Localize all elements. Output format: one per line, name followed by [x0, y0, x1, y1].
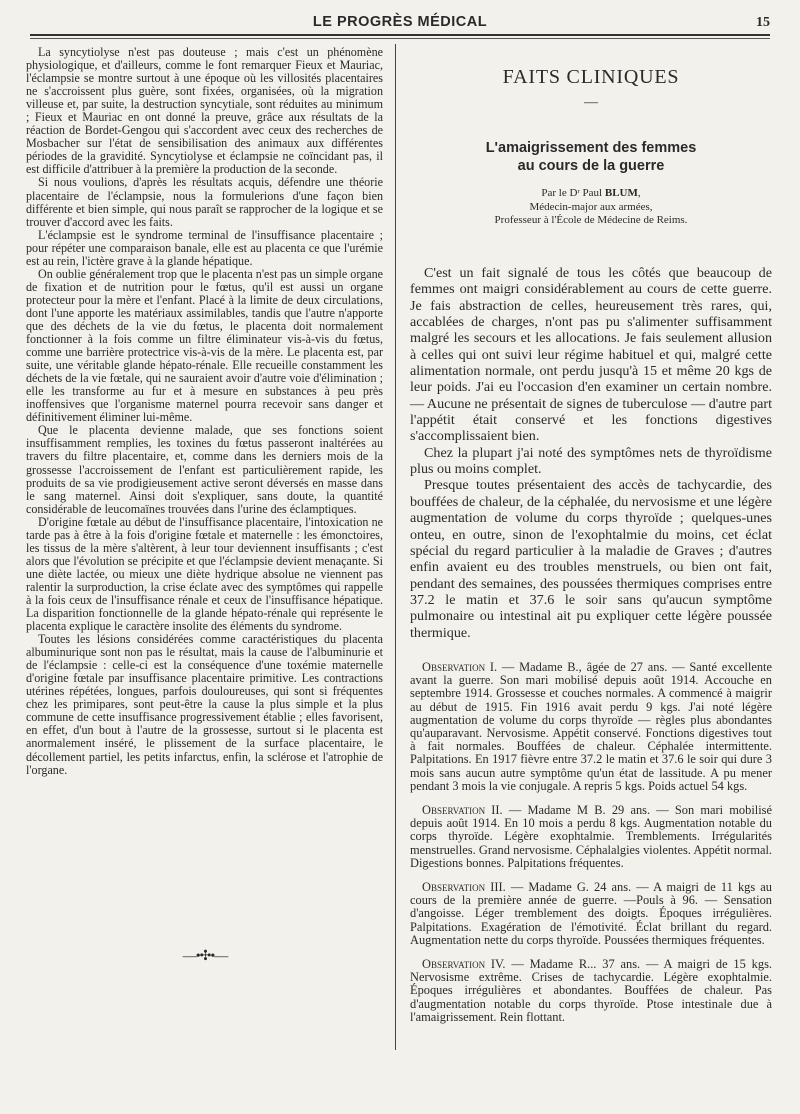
observation-label: Observation II. — [422, 802, 503, 817]
byline-suffix: , — [637, 187, 641, 199]
affiliation-line: Professeur à l'École de Médecine de Reims. — [494, 214, 688, 226]
observation — [410, 881, 772, 947]
observation-label: Observation IV. — [422, 956, 506, 971]
article-title — [410, 139, 772, 175]
affiliation — [410, 201, 772, 227]
paragraph: Toutes les lésions considérées comme caractéristiques du placenta albuminurique sont non pas le résultat, mais la cause de l'albuminurie et de l'éclampsie : celle-ci est la conséquence d'une toxémie maternelle d'origine fœtale par insuffisance placentaire primitive. Les contractions utérines répétées, longues, parfois douloureuses, qui sont si fréquentes chez les primipares, sont peut-être la cause la plus simple et la plus commune de cette insuffisance progressivement établie ; elles favorisent, en effet, d'un bout à l'autre de la grossesse, surtout si le placenta est anormalement inséré, le plissement de la surface placentaire, le décollement partiel, les petits infarctus, enfin, la sclérose et l'atrophie de l'organe. — [26, 632, 383, 777]
article-intro — [410, 265, 772, 641]
paragraph: Si nous voulions, d'après les résultats acquis, défendre une théorie placentaire de l'éclampsie, nous la formulerions d'une façon bien différente et bien simple, qui nous paraît se rapprocher de la logique et se trouver d'accord avec les faits. — [26, 175, 383, 229]
observation-text: — Madame R... 37 ans. — A maigri de 15 kgs. Nervosisme extrême. Crises de tachycardie. Légère exophtalmie. Époques irrégulières et abondantes. Bouffées de chaleur. Pas d'augmentation notable du corps thyroïde. Ptose intestinale due à l'amaigrissement. Rein flottant. — [410, 956, 772, 1024]
observation-text: — Madame G. 24 ans. — A maigri de 11 kgs au cours de la première année de guerre. —Pouls à 96. — Sensation d'angoisse. Léger tremblement des doigts. Époques irrégulières. Palpitations. Exagération de l'émotivité. Éclat brillant du regard. Augmentation nette du corps thyroïde. Poussées thermiques fréquentes. — [410, 879, 772, 947]
paragraph: C'est un fait signalé de tous les côtés que beaucoup de femmes ont maigri considérablement au cours de cette guerre. Je fais abstraction de celles, heureusement très rares, qui, accablées de charges, n'ont pas pu s'alimenter suffisamment malgré les secours et les allocations. Je fais seulement allusion à celles qui ont suivi leur régime habituel et qui, malgré cette alimentation normale, ont perdu jusqu'à 15 et même 20 kgs de leur poids. J'ai eu l'occasion d'en examiner un certain nombre. — Aucune ne présentait de signes de tuberculose — d'autre part l'appétit était conservé et les fonctions digestives s'accomplissaient bien. — [410, 265, 772, 445]
header-rule-thin — [30, 38, 770, 39]
paragraph: Presque toutes présentaient des accès de tachycardie, des bouffées de chaleur, de la céphalée, du nervosisme et une légère augmentation de volume du corps thyroïde ; quelques-unes onteu, en outre, sinon de l'exophtalmie du moins, cet éclat spécial du regard particulier à la maladie de Graves ; d'autres enfin avaient eu des troubles menstruels, ou bien ont fait, pendant des semaines, des poussées thermiques comprises entre 37.2 le matin et 37.6 le soir sans qu'aucun symptôme pulmonaire ou intestinal ait pu expliquer cette légère poussée thermique. — [410, 477, 772, 641]
paragraph: Chez la plupart j'ai noté des symptômes nets de thyroïdisme plus ou moins complet. — [410, 444, 772, 478]
byline-prefix: Par le Dʳ Paul — [541, 187, 605, 199]
byline — [410, 187, 772, 199]
observation — [410, 661, 772, 793]
column-divider — [395, 44, 396, 1050]
page-number: 15 — [756, 15, 770, 30]
author-name: BLUM — [604, 187, 638, 199]
header-rule — [30, 34, 770, 36]
section-title: FAITS CLINIQUES — [502, 66, 680, 88]
section-ornament: —•✣•— — [182, 949, 228, 964]
article-title-line: L'amaigrissement des femmes — [485, 140, 697, 156]
affiliation-line: Médecin-major aux armées, — [529, 201, 653, 213]
title-dash: — — [584, 95, 598, 110]
journal-title: LE PROGRÈS MÉDICAL — [312, 14, 488, 30]
paragraph: L'éclampsie est le syndrome terminal de l'insuffisance placentaire ; pour répéter une comparaison banale, elle est au placenta ce que l'urémie est au rein, l'ictère grave à la glande hépatique. — [26, 227, 383, 268]
page-header — [30, 14, 770, 36]
right-column — [410, 60, 772, 1024]
paragraph: D'origine fœtale au début de l'insuffisance placentaire, l'intoxication ne tarde pas à être à la fois d'origine fœtale et maternelle : les émonctoires, les tissus de la mère s'altèrent, à leur tour deviennent insuffisants ; c'est alors que l'évolution se précipite et que l'éclampsie devient menaçante. Si une diète lactée, ou mieux une diète hydrique absolue ne viennent pas ralentir la surproduction, la crise éclate avec des symptômes qui rappelle à la fois ceux de l'insuffisance rénale et ceux de l'insuffisance hépatique. La disparition fonctionnelle de la glande hépato-rénale qui représente le placenta explique le caractère insolite des éléments du syndrome. — [26, 514, 383, 634]
observation — [410, 804, 772, 870]
observation — [410, 958, 772, 1024]
left-column — [26, 46, 383, 777]
observation-text: — Madame B., âgée de 27 ans. — Santé excellente avant la guerre. Son mari mobilisé depuis août 1914. Accouche en septembre 1914. Grossesse et couches normales. A commencé à maigrir au début de 1915. Fin 1916 avait perdu 9 kgs. J'ai noté légère augmentation de volume du corps thyroïde — règles plus abondantes qu'auparavant. Nervosisme. Appétit conservé. Fonctions digestives tout à fait normales. Bouffées de chaleur. Céphalée intermittente. Palpitations. En 1917 fièvre entre 37.2 le matin et 37.6 le soir qui dure 3 mois sans aucun autre symptôme qu'un état de lassitude. A pu mener pendant 3 mois la vie conjugale. A repris 5 kgs. Poids actuel 54 kgs. — [410, 659, 772, 793]
article-title-line: au cours de la guerre — [517, 158, 665, 174]
paragraph: On oublie généralement trop que le placenta n'est pas un simple organe de fixation et de nutrition pour le fœtus, qu'il est aussi un organe protecteur pour la mère et l'enfant. Placé à la limite de deux circulations, dont l'une apporte les matériaux assimilables, tandis que l'autre n'apporte que des déchets de la vie du fœtus, le placenta doit normalement fonctionner à la fois comme un filtre éliminateur vis-à-vis du fœtus, comme une barrière protectrice vis-à-vis de la mère. Le placenta est, par suite, une véritable glande hépato-rénale. Elle recueille constamment les déchets de la vie fœtale, qui ne sauraient avoir d'autre voie d'élimination ; elle les transforme au fur et à mesure en substances à peu près inoffensives que l'organisme maternel pourra recevoir sans danger et définitivement éliminer lui-même. — [26, 266, 383, 425]
observation-label: Observation III. — [422, 879, 506, 894]
paragraph: La syncytiolyse n'est pas douteuse ; mais c'est un phénomène physiologique, et d'ailleurs, comme le font remarquer Fieux et Mauriac, l'éclampsie se montre surtout à une époque où les villosités placentaires ne s'accroissent plus guère, sont fixées, organisées, où la migration villeuse et, par suite, la destruction syncytiale, sont réduites au minimum ; Fieux et Mauriac en ont donné la preuve, grâce aux résultats de la réaction de Bordet-Gengou qui s'accordent avec ceux des recherches de Mosbacher sur l'état de sensibilisation des animaux aux différentes périodes de la gravidité. Syncytiolyse et éclampsie ne coïncidant pas, il est difficile d'attribuer à la première la production de la seconde. — [26, 45, 383, 177]
observations — [410, 661, 772, 1024]
paragraph: Que le placenta devienne malade, que ses fonctions soient insuffisamment remplies, les toxines du fœtus passeront inaltérées au travers du filtre placentaire, et, comme dans les derniers mois de la grossesse l'accroissement de l'enfant est particulièrement rapide, les produits de sa vie prodigieusement active seront déversés en masse dans le sang maternel. Ainsi doit s'expliquer, sans doute, la quantité considérable de leucomaïnes trouvées dans l'urine des éclamptiques. — [26, 423, 383, 516]
observation-label: Observation I. — [422, 659, 498, 674]
observation-text: — Madame M B. 29 ans. — Son mari mobilisé depuis août 1914. En 10 mois a perdu 8 kgs. Augmentation notable du corps thyroïde. Légère exophtalmie. Tremblements. Irrégularités menstruelles. Grand nervosisme. Céphalalgies violentes. Appétit normal. Digestions bonnes. Palpitations fréquentes. — [410, 802, 772, 870]
